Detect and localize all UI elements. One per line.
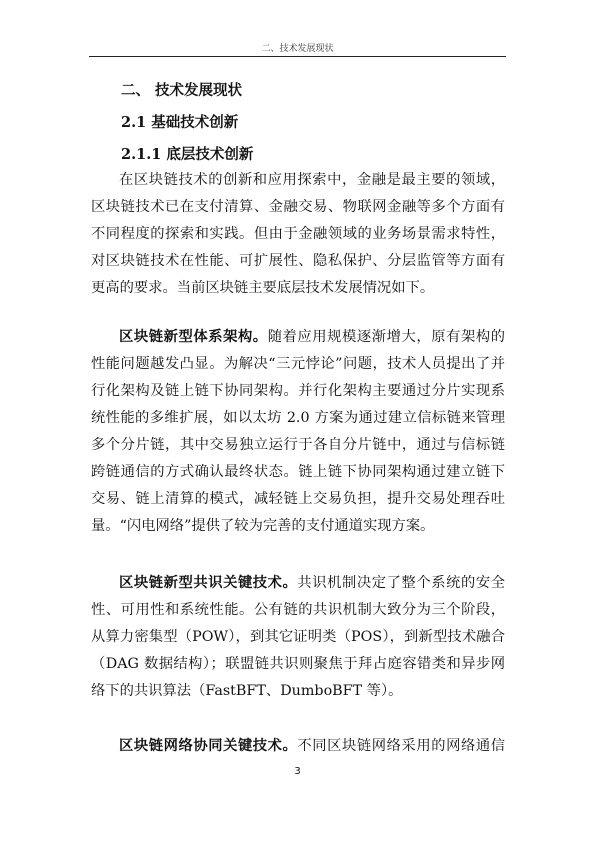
paragraph-lead: 区块链新型共识关键技术。 <box>119 575 298 591</box>
paragraph-line <box>91 733 505 760</box>
paragraph-line: 交易、链上清算的模式，减轻链上交易负担，提升交易处理吞吐 <box>91 491 505 507</box>
paragraph-line <box>91 324 505 351</box>
paragraph-line: 行化架构及链上链下协同架构。并行化架构主要通过分片实现系 <box>91 383 505 399</box>
paragraph-line: 更高的要求。当前区块链主要底层技术发展情况如下。 <box>91 280 435 296</box>
paragraph-text: 不同区块链网络采用的网络通信 <box>297 738 506 754</box>
header-rule <box>89 56 506 57</box>
paragraph-line: 络下的共识算法（FastBFT、DumboBFT 等）。 <box>91 683 403 699</box>
subsection-heading: 2.1 基础技术创新 <box>121 114 239 131</box>
subsubsection-heading: 2.1.1 底层技术创新 <box>121 146 254 163</box>
paragraph-line <box>91 570 505 597</box>
paragraph-line: 在区块链技术的创新和应用探索中，金融是最主要的领域， <box>119 172 505 188</box>
paragraph-line: 性、可用性和系统性能。公有链的共识机制大致分为三个阶段， <box>91 602 505 618</box>
paragraph-line: 性能问题越发凸显。为解决“三元悖论”问题，技术人员提出了并 <box>91 356 505 372</box>
paragraph-text: 随着应用规模逐渐增大，原有架构的 <box>267 329 506 345</box>
intro-paragraph <box>91 167 505 302</box>
paragraph-text: 共识机制决定了整个系统的安全 <box>297 575 506 591</box>
paragraph-line: 统性能的多维扩展，如以太坊 2.0 方案为通过建立信标链来管理 <box>91 410 505 426</box>
network-paragraph <box>91 733 505 760</box>
running-header: 二、技术发展现状 <box>261 44 334 54</box>
paragraph-line: 量。“闪电网络”提供了较为完善的支付通道实现方案。 <box>91 518 435 534</box>
paragraph-line: 跨链通信的方式确认最终状态。链上链下协同架构通过建立链下 <box>91 464 505 480</box>
page-number: 3 <box>294 766 301 777</box>
paragraph-line: 不同程度的探索和实践。但由于金融领域的业务场景需求特性， <box>91 226 505 242</box>
paragraph-line: 从算力密集型（POW），到其它证明类（POS），到新型技术融合 <box>91 629 505 645</box>
paragraph-line: 对区块链技术在性能、可扩展性、隐私保护、分层监管等方面有 <box>91 253 505 269</box>
section-heading: 二、 技术发展现状 <box>121 82 243 99</box>
paragraph-line: （DAG 数据结构）；联盟链共识则聚焦于拜占庭容错类和异步网 <box>91 656 505 672</box>
architecture-paragraph <box>91 324 505 540</box>
paragraph-lead: 区块链新型体系架构。 <box>119 329 268 345</box>
paragraph-line: 多个分片链，其中交易独立运行于各自分片链中，通过与信标链 <box>91 437 505 453</box>
paragraph-lead: 区块链网络协同关键技术。 <box>119 738 298 754</box>
paragraph-line: 区块链技术已在支付清算、金融交易、物联网金融等多个方面有 <box>91 199 505 215</box>
consensus-paragraph <box>91 570 505 705</box>
